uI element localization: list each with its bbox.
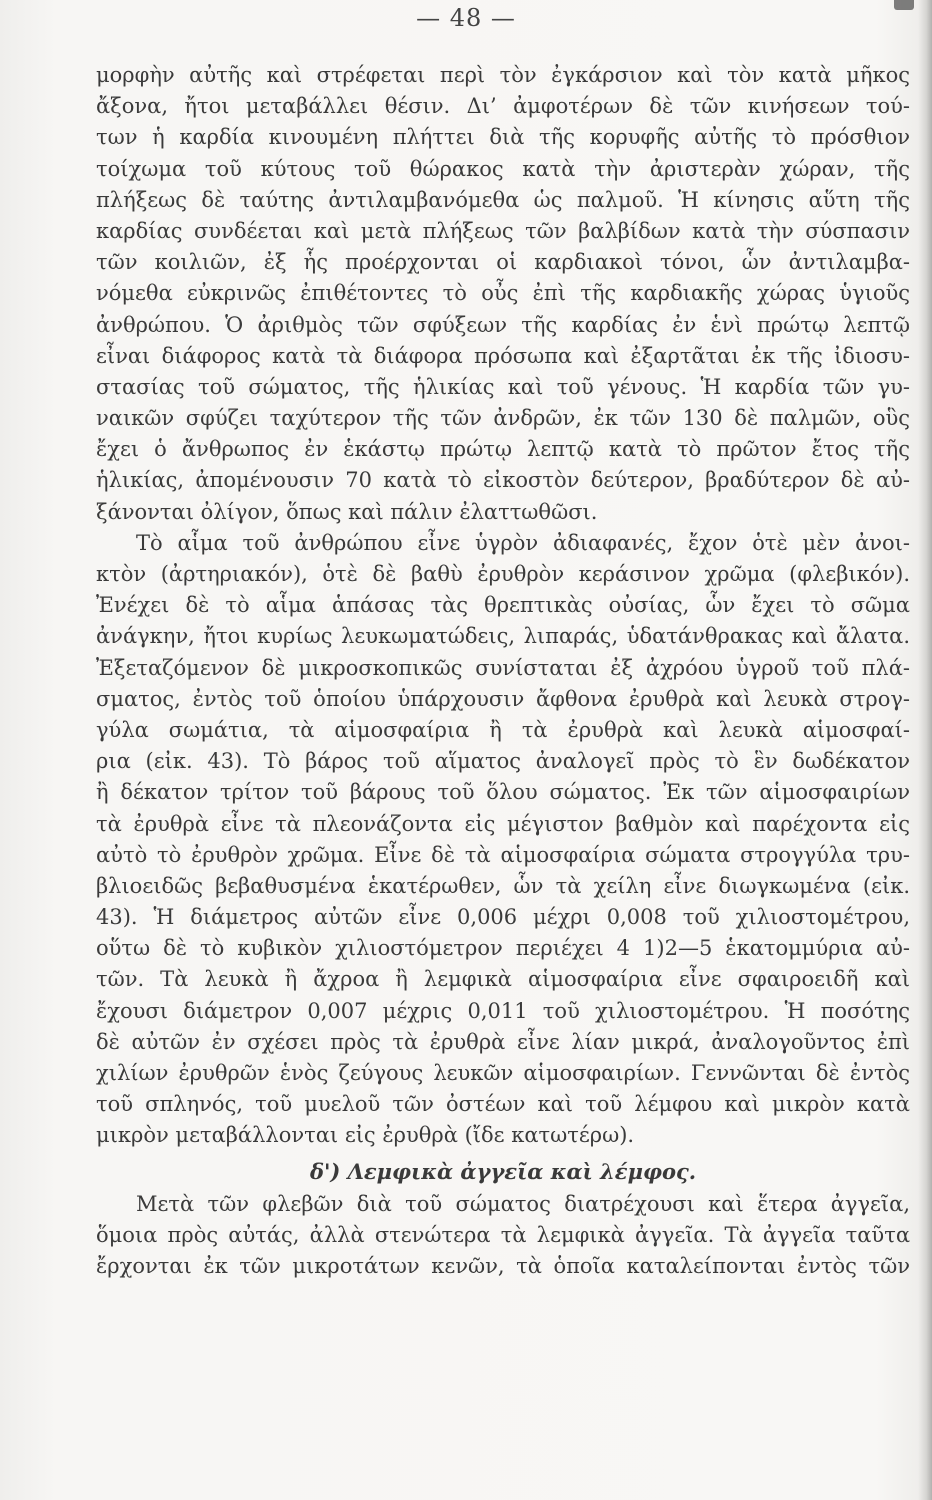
text-line: των ἡ καρδία κινουμένη πλήττει διὰ τῆς κορυφῆς αὐτῆς τὸ πρόσθιον	[96, 125, 910, 150]
text-line: 43). Ἡ διάμετρος αὐτῶν εἶνε 0,006 μέχρι 0,008 τοῦ χιλιοστομέτρου,	[96, 905, 910, 930]
text-line: γύλα σωμάτια, τὰ αἱμοσφαίρια ἢ τὰ ἐρυθρὰ καὶ λευκὰ αἱμοσφαί-	[96, 717, 910, 742]
text-line: ἔχει ὁ ἄνθρωπος ἐν ἑκάστῳ πρώτῳ λεπτῷ κατὰ τὸ πρῶτον ἔτος τῆς	[96, 437, 910, 462]
text-line: Ἐξεταζόμενον δὲ μικροσκοπικῶς συνίσταται ἐξ ἀχρόου ὑγροῦ τοῦ πλά-	[96, 655, 910, 680]
page-edge-shadow	[918, 0, 932, 1500]
text-line: ἔρχονται ἐκ τῶν μικροτάτων κενῶν, τὰ ὁποῖα καταλείπονται ἐντὸς τῶν	[96, 1254, 910, 1279]
text-line: πλήξεως δὲ ταύτης ἀντιλαμβανόμεθα ὡς παλμοῦ. Ἡ κίνησις αὕτη τῆς	[96, 187, 910, 212]
text-line: ἢ δέκατον τρίτον τοῦ βάρους τοῦ ὅλου σώματος. Ἐκ τῶν αἱμοσφαιρίων	[96, 780, 910, 805]
page-number: — 48 —	[416, 4, 516, 32]
text-line: τῶν κοιλιῶν, ἐξ ἧς προέρχονται οἱ καρδιακοὶ τόνοι, ὧν ἀντιλαμβα-	[96, 250, 910, 275]
text-line: στασίας τοῦ σώματος, τῆς ἡλικίας καὶ τοῦ γένους. Ἡ καρδία τῶν γυ-	[96, 374, 910, 399]
text-line: τὰ ἐρυθρὰ εἶνε τὰ πλεονάζοντα εἰς μέγιστον βαθμὸν καὶ παρέχοντα εἰς	[96, 811, 910, 836]
text-line: ἔχουσι διάμετρον 0,007 μέχρις 0,011 τοῦ χιλιοστομέτρου. Ἡ ποσότης	[96, 998, 910, 1023]
text-line: ρια (εἰκ. 43). Τὸ βάρος τοῦ αἵματος ἀναλογεῖ πρὸς τὸ ἓν δωδέκατον	[96, 749, 910, 774]
text-line: εἶναι διάφορος κατὰ τὰ διάφορα πρόσωπα καὶ ἐξαρτᾶται ἐκ τῆς ἰδιοσυ-	[96, 343, 910, 368]
text-line: κτὸν (ἀρτηριακόν), ὁτὲ δὲ βαθὺ ἐρυθρὸν κεράσινον χρῶμα (φλεβικόν).	[96, 562, 910, 586]
text-line: οὕτω δὲ τὸ κυβικὸν χιλιοστόμετρον περιέχει 4 1)2—5 ἑκατομμύρια αὐ-	[96, 936, 910, 961]
text-line: Μετὰ τῶν φλεβῶν διὰ τοῦ σώματος διατρέχουσι καὶ ἕτερα ἀγγεῖα,	[136, 1191, 910, 1216]
text-line: ὅμοια πρὸς αὐτάς, ἀλλὰ στενώτερα τὰ λεμφικὰ ἀγγεῖα. Τὰ ἀγγεῖα ταῦτα	[96, 1222, 910, 1247]
text-line: τοίχωμα τοῦ κύτους τοῦ θώρακος κατὰ τὴν ἀριστερὰν χώραν, τῆς	[96, 156, 910, 181]
text-line: ἀνάγκην, ἤτοι κυρίως λευκωματώδεις, λιπαράς, ὑδατάνθρακας καὶ ἄλατα.	[96, 624, 910, 649]
text-line: δὲ αὐτῶν ἐν σχέσει πρὸς τὰ ἐρυθρὰ εἶνε λίαν μικρά, ἀναλογοῦντος ἐπὶ	[96, 1029, 910, 1054]
text-line: ἀνθρώπου. Ὁ ἀριθμὸς τῶν σφύξεων τῆς καρδίας ἐν ἑνὶ πρώτῳ λεπτῷ	[96, 312, 910, 337]
text-line: ξάνονται ὀλίγον, ὅπως καὶ πάλιν ἐλαττωθῶσι.	[96, 499, 598, 524]
text-line: βλιοειδῶς βεβαθυσμένα ἑκατέρωθεν, ὧν τὰ χείλη εἶνε διωγκωμένα (εἰκ.	[96, 873, 910, 898]
body-text	[96, 60, 910, 1282]
text-line: Τὸ αἷμα τοῦ ἀνθρώπου εἶνε ὑγρὸν ἀδιαφανές, ἔχον ὁτὲ μὲν ἀνοι-	[136, 530, 910, 555]
text-line: καρδίας συνδέεται καὶ μετὰ πλήξεως τῶν βαλβίδων κατὰ τὴν σύσπασιν	[96, 218, 910, 243]
text-line: μικρὸν μεταβάλλονται εἰς ἐρυθρὰ (ἴδε κατωτέρω).	[96, 1123, 635, 1148]
text-line: χιλίων ἐρυθρῶν ἑνὸς ζεύγους λευκῶν αἱμοσφαιρίων. Γεννῶνται δὲ ἐντὸς	[96, 1061, 910, 1085]
text-line: αὐτὸ τὸ ἐρυθρὸν χρῶμα. Εἶνε δὲ τὰ αἱμοσφαίρια σώματα στρογγύλα τρυ-	[96, 842, 910, 867]
text-line: ναικῶν σφύζει ταχύτερον τῆς τῶν ἀνδρῶν, ἐκ τῶν 130 δὲ παλμῶν, οὓς	[96, 406, 910, 431]
text-line: τῶν. Τὰ λευκὰ ἢ ἄχροα ἢ λεμφικὰ αἱμοσφαίρια εἶνε σφαιροειδῆ καὶ	[96, 967, 910, 992]
text-line: νόμεθα εὐκρινῶς ἐπιθέτοντες τὸ οὖς ἐπὶ τῆς καρδιακῆς χώρας ὑγιοῦς	[96, 281, 910, 306]
text-line: ἄξονα, ἤτοι μεταβάλλει θέσιν. Δι’ ἀμφοτέρων δὲ τῶν κινήσεων τού-	[96, 94, 910, 119]
section-heading: δ') Λεμφικὰ ἀγγεῖα καὶ λέμφος.	[309, 1158, 697, 1184]
text-line: μορφὴν αὐτῆς καὶ στρέφεται περὶ τὸν ἐγκάρσιον καὶ τὸν κατὰ μῆκος	[96, 63, 910, 87]
text-line: Ἐνέχει δὲ τὸ αἷμα ἁπάσας τὰς θρεπτικὰς οὐσίας, ὧν ἔχει τὸ σῶμα	[96, 593, 910, 618]
text-line: ἡλικίας, ἀπομένουσιν 70 κατὰ τὸ εἰκοστὸν δεύτερον, βραδύτερον δὲ αὐ-	[96, 468, 910, 493]
text-line: τοῦ σπληνός, τοῦ μυελοῦ τῶν ὀστέων καὶ τοῦ λέμφου καὶ μικρὸν κατὰ	[96, 1092, 910, 1117]
text-line: σματος, ἐντὸς τοῦ ὁποίου ὑπάρχουσιν ἄφθονα ἐρυθρὰ καὶ λευκὰ στρογ-	[96, 686, 910, 711]
